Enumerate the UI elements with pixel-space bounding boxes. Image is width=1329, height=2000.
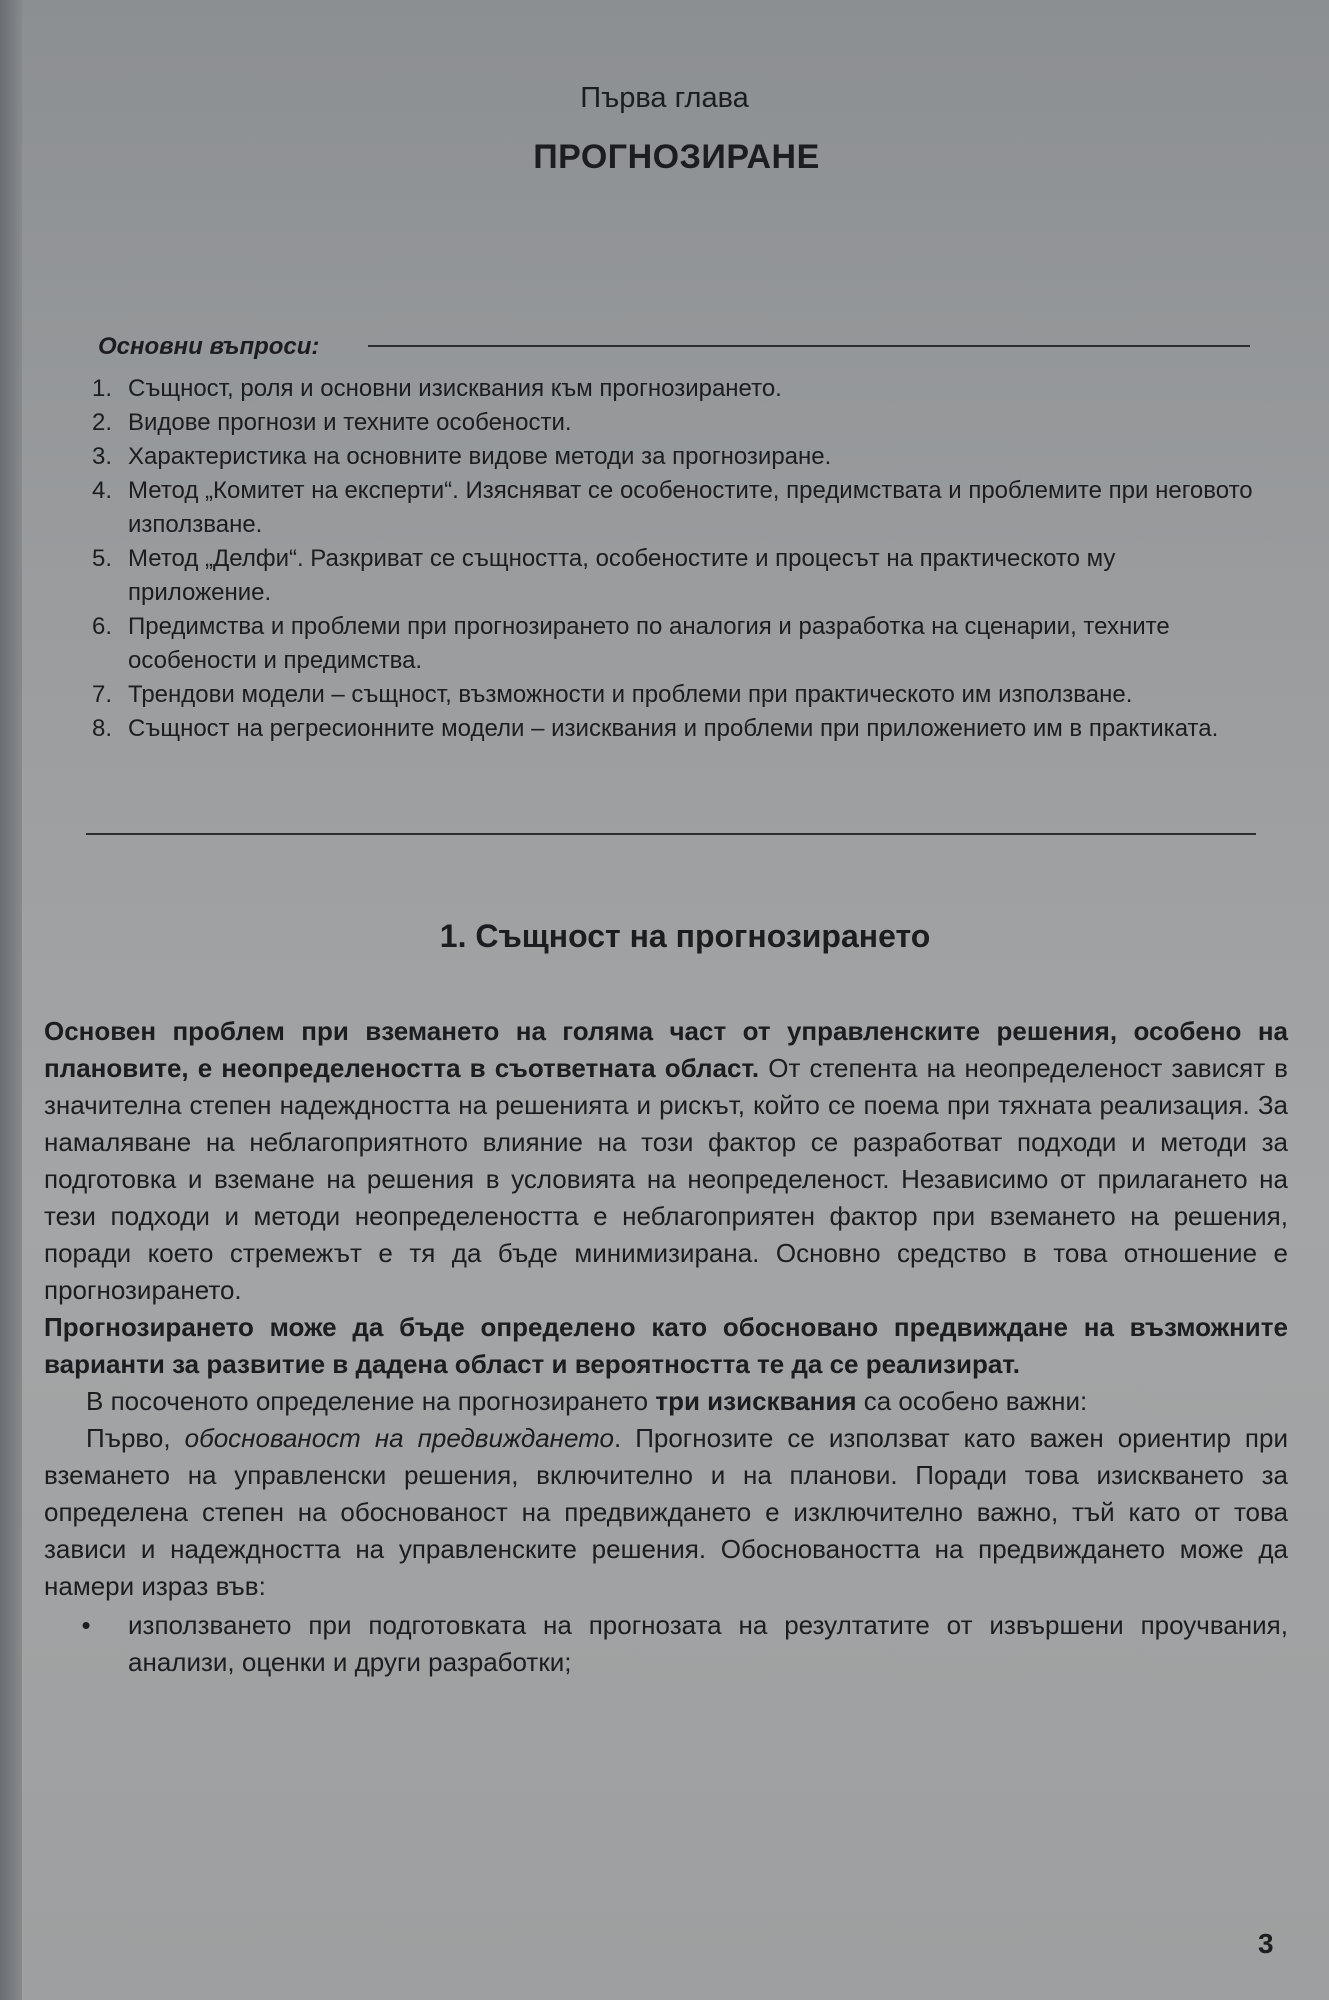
- question-item: [92, 678, 1262, 712]
- questions-list: [92, 372, 1262, 746]
- question-text: Трендови модели – същност, възможности и проблеми при практическото им използване.: [128, 681, 1133, 708]
- question-item: [92, 542, 1262, 610]
- paragraph-4-start: Първо,: [86, 1423, 185, 1453]
- paragraph-4: [44, 1420, 1288, 1605]
- page-binding-edge: [0, 0, 22, 2000]
- question-text: Видове прогнози и техните особености.: [128, 409, 572, 436]
- section-title: 1. Същност на прогнозирането: [439, 918, 931, 954]
- question-number: 2.: [92, 409, 113, 436]
- question-number: 7.: [92, 681, 113, 708]
- paragraph-3: [44, 1383, 1288, 1420]
- question-item: [92, 440, 1262, 474]
- question-text: Предимства и проблеми при прогнозирането по аналогия и разработка на сценарии, техните особености и предимства.: [128, 613, 1170, 674]
- question-number: 1.: [92, 375, 113, 402]
- paragraph-3-bold: три изисквания: [655, 1386, 857, 1416]
- question-number: 8.: [92, 715, 113, 742]
- question-number: 6.: [92, 613, 113, 640]
- paragraph-1-text: От степента на неопределеност зависят в значителна степен надеждността на решенията и рискът, който се поема при тяхната реализация. За намаляване на неблагоприятното влияние на този фактор се разработват подходи и методи за подготовка и вземане на решения в условията на неопределеност. Независимо от прилагането на тези подходи и методи неопределеността е неблагоприятен фактор при вземането на решения, поради което стремежът е тя да бъде минимизирана. Основно средство в това отношение е прогнозирането.: [44, 1053, 1288, 1305]
- bullet-item: [44, 1607, 1288, 1681]
- page-number: 3: [1258, 1928, 1274, 1959]
- question-item: [92, 712, 1262, 746]
- question-item: [92, 372, 1262, 406]
- question-text: Характеристика на основните видове методи за прогнозиране.: [128, 443, 832, 470]
- paragraph-3-start: В посоченото определение на прогнозирането: [86, 1386, 656, 1416]
- question-item: [92, 406, 1262, 440]
- question-number: 5.: [92, 545, 113, 572]
- question-text: Същност, роля и основни изисквания към прогнозирането.: [128, 375, 782, 402]
- question-text: Същност на регресионните модели – изисквания и проблеми при приложението им в практиката.: [128, 715, 1219, 742]
- bullet-text: използването при подготовката на прогнозата на резултатите от извършени проучвания, анализи, оценки и други разработки;: [128, 1610, 1288, 1677]
- question-item: [92, 610, 1262, 678]
- paragraph-4-italic: обоснованост на предвиждането: [184, 1423, 614, 1453]
- chapter-title: ПРОГНОЗИРАНЕ: [533, 138, 820, 176]
- paragraph-4-text: . Прогнозите се използват като важен ориентир при вземането на управленски решения, включително и на планови. Поради това изискването за определена степен на обоснованост на предвиждането е изключително важно, тъй като от това зависи и надеждността на управленските решения. Обосноваността на предвиждането може да намери израз във:: [44, 1423, 1288, 1601]
- questions-bottom-rule: [86, 833, 1256, 835]
- question-text: Метод „Делфи“. Разкриват се същността, особеностите и процесът на практическото му приложение.: [128, 545, 1116, 606]
- paragraph-1-bold: Основен проблем при вземането на голяма част от управленските решения, особено на плановите, е неопределеността в съответната област.: [44, 1016, 1288, 1083]
- chapter-label: Първа глава: [580, 82, 749, 114]
- question-number: 4.: [92, 477, 113, 504]
- bullet-mark: •: [81, 1610, 91, 1640]
- question-text: Метод „Комитет на експерти“. Изясняват се особеностите, предимствата и проблемите при неговото използване.: [128, 477, 1253, 538]
- section-body: [44, 1013, 1288, 1681]
- question-item: [92, 474, 1262, 542]
- questions-heading: Основни въпроси:: [98, 333, 320, 360]
- paragraph-3-end: са особено важни:: [856, 1386, 1088, 1416]
- paragraph-2-definition: Прогнозирането може да бъде определено като обосновано предвиждане на възможните варианти за развитие в дадена област и вероятността те да се реализират.: [44, 1312, 1288, 1379]
- heading-rule: [368, 345, 1250, 347]
- paragraph-1: [44, 1013, 1288, 1309]
- question-number: 3.: [92, 443, 113, 470]
